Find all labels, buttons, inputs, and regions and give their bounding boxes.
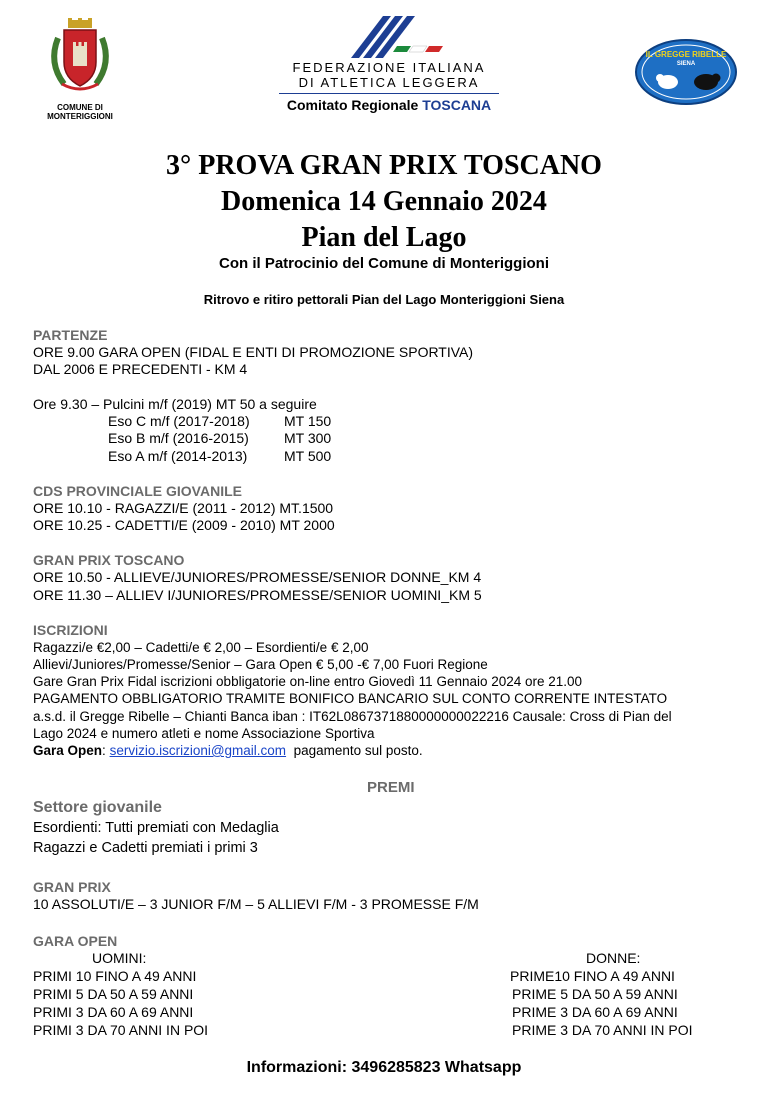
donne-prize-2: PRIME 5 DA 50 A 59 ANNI (512, 986, 678, 1002)
iscrizioni-line-4: PAGAMENTO OBBLIGATORIO TRAMITE BONIFICO BANCARIO SUL CONTO CORRENTE INTESTATO (33, 691, 668, 706)
iscrizioni-line-2: Allievi/Juniores/Promesse/Senior – Gara Open € 5,00 -€ 7,00 Fuori Regione (33, 657, 488, 672)
partenze-open-line2: DAL 2006 E PRECEDENTI - KM 4 (33, 361, 248, 377)
fidal-stripes-icon (269, 12, 509, 60)
title-line3: Pian del Lago (301, 222, 467, 253)
premi-gran-prix-heading: GRAN PRIX (33, 879, 111, 895)
eso-c-category: Eso C m/f (2017-2018) (108, 413, 250, 429)
comune-label-line1: COMUNE DI (57, 103, 103, 112)
fidal-logo (269, 12, 509, 116)
gregge-badge-icon (634, 38, 738, 106)
title-line2: Domenica 14 Gennaio 2024 (221, 186, 547, 217)
donne-prize-1: PRIME10 FINO A 49 ANNI (510, 968, 675, 984)
fidal-comitato (274, 97, 504, 113)
gregge-text: IL GREGGE RIBELLE (645, 50, 727, 59)
fidal-comitato-label: Comitato Regionale (286, 97, 419, 113)
iscrizioni-line-1: Ragazzi/e €2,00 – Cadetti/e € 2,00 – Esordienti/e € 2,00 (33, 640, 369, 655)
uomini-label: UOMINI: (92, 950, 147, 966)
partenze-pulcini: Ore 9.30 – Pulcini m/f (2019) MT 50 a seguire (33, 396, 317, 412)
gran-prix-line-donne: ORE 10.50 - ALLIEVE/JUNIORES/PROMESSE/SENIOR DONNE_KM 4 (33, 569, 482, 585)
donne-label: DONNE: (586, 950, 641, 966)
uomini-prize-1: PRIMI 10 FINO A 49 ANNI (33, 968, 197, 984)
footer-info: Informazioni: 3496285823 Whatsapp (246, 1059, 522, 1076)
fidal-name-line1: FEDERAZIONE ITALIANA (292, 60, 486, 75)
eso-a-distance: MT 500 (284, 448, 332, 464)
gran-prix-line-uomini: ORE 11.30 – ALLIEV I/JUNIORES/PROMESSE/SENIOR UOMINI_KM 5 (33, 587, 482, 603)
settore-giovanile-heading: Settore giovanile (33, 799, 162, 816)
eso-c-distance: MT 150 (284, 413, 332, 429)
premi-gara-open-heading: GARA OPEN (33, 933, 118, 949)
comune-logo (40, 18, 120, 121)
gregge-logo (634, 38, 738, 106)
cds-line-ragazzi: ORE 10.10 - RAGAZZI/E (2011 - 2012) MT.1500 (33, 500, 334, 516)
ritrovo: Ritrovo e ritiro pettorali Pian del Lago Monteriggioni Siena (203, 292, 565, 307)
iscrizioni-line-5: a.s.d. il Gregge Ribelle – Chianti Banca iban : IT62L0867371880000000022216 Causale: Cross di Pian del (33, 709, 672, 724)
gara-open-sep: : (102, 743, 106, 758)
gregge-city: SIENA (676, 61, 696, 67)
uomini-prize-4: PRIMI 3 DA 70 ANNI IN POI (33, 1022, 209, 1038)
settore-line-ragazzi: Ragazzi e Cadetti premiati i primi 3 (33, 840, 258, 856)
uomini-prize-2: PRIMI 5 DA 50 A 59 ANNI (33, 986, 194, 1002)
uomini-prize-3: PRIMI 3 DA 60 A 69 ANNI (33, 1004, 194, 1020)
gran-prix-heading: GRAN PRIX TOSCANO (33, 552, 185, 568)
gara-open-label: Gara Open (33, 743, 103, 758)
iscrizioni-line-6: Lago 2024 e numero atleti e nome Associazione Sportiva (33, 726, 375, 741)
iscrizioni-heading: ISCRIZIONI (33, 622, 108, 638)
coat-of-arms-icon (40, 18, 120, 98)
eso-b-category: Eso B m/f (2016-2015) (108, 430, 249, 446)
fidal-name-line2: DI ATLETICA LEGGERA (298, 75, 480, 90)
comune-label-line2: MONTERIGGIONI (47, 112, 113, 121)
settore-line-esordienti: Esordienti: Tutti premiati con Medaglia (33, 820, 279, 836)
eso-b-distance: MT 300 (284, 430, 332, 446)
eso-a-category: Eso A m/f (2014-2013) (108, 448, 248, 464)
premi-gran-prix-line: 10 ASSOLUTI/E – 3 JUNIOR F/M – 5 ALLIEVI F/M - 3 PROMESSE F/M (33, 896, 479, 912)
partenze-open-line1: ORE 9.00 GARA OPEN (FIDAL E ENTI DI PROMOZIONE SPORTIVA) (33, 344, 474, 360)
title-line1: 3° PROVA GRAN PRIX TOSCANO (166, 150, 602, 181)
cds-heading: CDS PROVINCIALE GIOVANILE (33, 483, 242, 499)
premi-heading: PREMI (367, 779, 415, 796)
fidal-divider (279, 93, 499, 94)
donne-prize-3: PRIME 3 DA 60 A 69 ANNI (512, 1004, 678, 1020)
gara-open-iscrizione (33, 742, 423, 760)
gara-open-tail: pagamento sul posto. (293, 743, 423, 758)
subtitle: Con il Patrocinio del Comune di Monteriggioni (219, 255, 549, 272)
iscrizioni-line-3: Gare Gran Prix Fidal iscrizioni obbligatorie on-line entro Giovedì 11 Gennaio 2024 ore 21.00 (33, 674, 583, 689)
partenze-heading: PARTENZE (33, 327, 108, 343)
cds-line-cadetti: ORE 10.25 - CADETTI/E (2009 - 2010) MT 2000 (33, 517, 335, 533)
iscrizioni-email-link[interactable]: servizio.iscrizioni@gmail.com (109, 743, 287, 758)
fidal-region: TOSCANA (422, 97, 492, 113)
donne-prize-4: PRIME 3 DA 70 ANNI IN POI (512, 1022, 693, 1038)
